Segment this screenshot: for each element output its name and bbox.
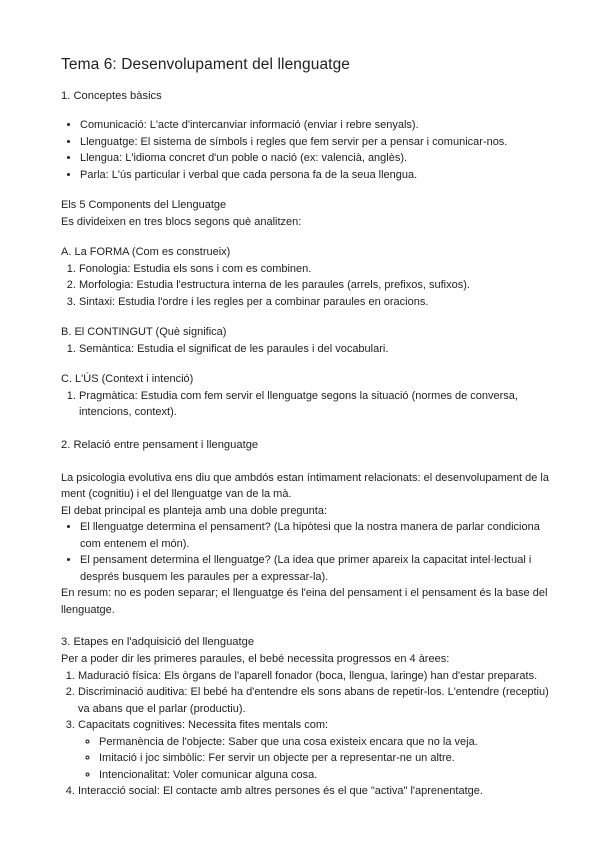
cognitive-sublist <box>78 734 561 784</box>
list-item: • Parla: L'ús particular i verbal que cada persona fa de la seua llengua. <box>80 167 561 184</box>
block-a-list <box>61 261 561 311</box>
stages-list <box>61 668 561 800</box>
paragraph: La psicologia evolutiva ens diu que ambdós estan íntimament relacionats: el desenvolupament de la ment (cognitiu) i el del llenguatge van de la mà. <box>61 471 549 500</box>
conclusion: En resum: no es poden separar; el llenguatge és l'eina del pensament i el pensament és la base del llenguatge. <box>61 587 548 616</box>
list-item: 2. Morfologia: Estudia l'estructura interna de les paraules (arrels, prefixos, sufixos). <box>79 277 561 294</box>
sublist-item: ◦ Imitació i joc simbòlic: Fer servir un objecte per a representar-ne un altre. <box>99 750 561 767</box>
list-item: 1. Maduració física: Els òrgans de l'aparell fonador (boca, llengua, laringe) han d'estar preparats. <box>78 668 561 685</box>
concepts-list <box>61 117 561 183</box>
debate-list <box>61 519 561 585</box>
section-3-heading: 3. Etapes en l'adquisició del llenguatge <box>61 636 255 648</box>
list-item <box>78 717 561 783</box>
section-2-heading: 2. Relació entre pensament i llenguatge <box>61 438 259 451</box>
block-b-list <box>61 341 561 358</box>
list-item: 1. Semàntica: Estudia el significat de les paraules i del vocabulari. <box>79 341 561 358</box>
list-item: 1. Pragmàtica: Estudia com fem servir el llenguatge segons la situació (normes de conversa, intencions, context). <box>79 388 561 421</box>
block-a-title: A. La FORMA (Com es construeix) <box>61 246 231 258</box>
components-intro: Es divideixen en tres blocs segons què analitzen: <box>61 215 302 228</box>
list-item: • El pensament determina el llenguatge? (La idea que primer apareix la capacitat intel·lectual i després busquem les paraules per a expressar-la). <box>80 552 561 585</box>
list-item: • Llengua: L'idioma concret d'un poble o nació (ex: valencià, anglès). <box>80 150 561 167</box>
section-1-heading: 1. Conceptes bàsics <box>61 90 162 102</box>
block-c-title: C. L'ÚS (Context i intenció) <box>61 373 194 385</box>
document-page <box>61 56 561 800</box>
list-item: 4. Interacció social: El contacte amb altres persones és el que "activa" l'aprenentatge. <box>78 783 561 800</box>
sublist-item: ◦ Intencionalitat: Voler comunicar alguna cosa. <box>99 767 561 784</box>
list-item: • El llenguatge determina el pensament? (La hipòtesi que la nostra manera de parlar condiciona com entenem el món). <box>80 519 561 552</box>
paragraph: Per a poder dir les primeres paraules, el bebé necessita progressos en 4 àrees: <box>61 653 450 665</box>
list-item: • Llenguatge: El sistema de símbols i regles que fem servir per a pensar i comunicar-nos. <box>80 134 561 151</box>
list-item: 1. Fonologia: Estudia els sons i com es combinen. <box>79 261 561 278</box>
document-title: Tema 6: Desenvolupament del llenguatge <box>61 56 351 73</box>
block-c-list <box>61 388 561 421</box>
list-item-text: Capacitats cognitives: Necessita fites mentals com: <box>78 719 329 731</box>
sublist-item: ◦ Permanència de l'objecte: Saber que una cosa existeix encara que no la veja. <box>99 734 561 751</box>
components-title: Els 5 Components del Llenguatge <box>61 199 227 211</box>
list-item: 3. Sintaxi: Estudia l'ordre i les regles per a combinar paraules en oracions. <box>79 294 561 311</box>
paragraph: El debat principal es planteja amb una doble pregunta: <box>61 504 328 517</box>
list-item: 2. Discriminació auditiva: El bebé ha d'entendre els sons abans de repetir-los. L'entendre (receptiu) va abans que el parlar (productiu). <box>78 684 561 717</box>
block-b-title: B. El CONTINGUT (Què significa) <box>61 326 227 338</box>
list-item: • Comunicació: L'acte d'intercanviar informació (enviar i rebre senyals). <box>80 117 561 134</box>
